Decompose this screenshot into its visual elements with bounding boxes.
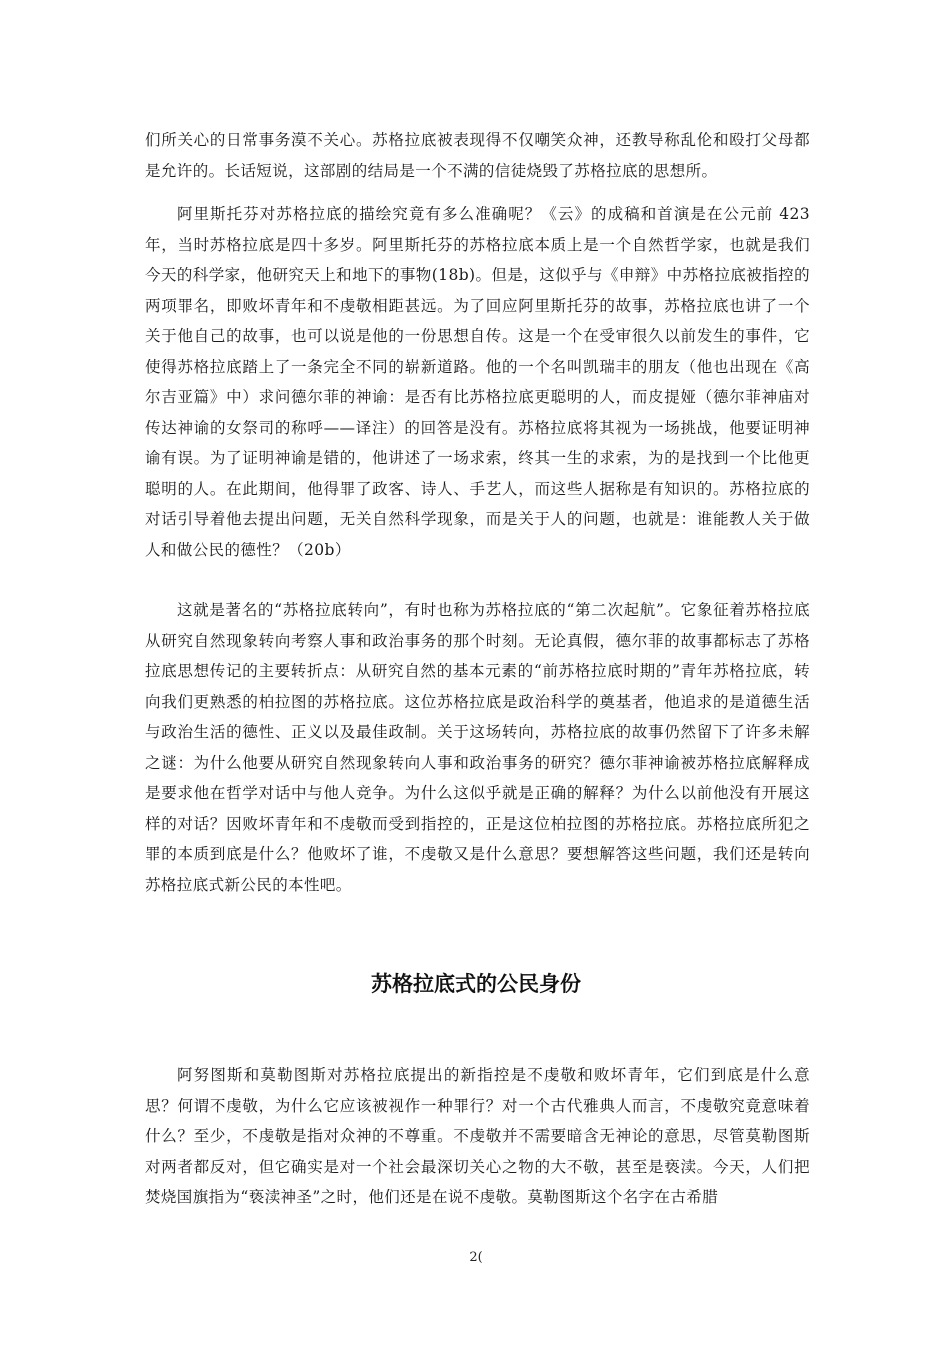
paragraph-1: 们所关心的日常事务漠不关心。苏格拉底被表现得不仅嘲笑众神，还教导称乱伦和殴打父母都是允许的。长话短说，这部剧的结局是一个不满的信徒烧毁了苏格拉底的思想所。 [145, 131, 810, 180]
section-heading: 苏格拉底式的公民身份 [371, 972, 581, 996]
paragraph-3: 这就是著名的“苏格拉底转向”，有时也称为苏格拉底的“第二次起航”。它象征着苏格拉底从研究自然现象转向考察人事和政治事务的那个时刻。无论真假，德尔菲的故事都标志了苏格拉底思想传记的主要转折点：从研究自然的基本元素的“前苏格拉底时期的”青年苏格拉底，转向我们更熟悉的柏拉图的苏格拉底。这位苏格拉底是政治科学的奠基者，他追求的是道德生活与政治生活的德性、正义以及最佳政制。关于这场转向，苏格拉底的故事仍然留下了许多未解之谜：为什么他要从研究自然现象转向人事和政治事务的研究？德尔菲神谕被苏格拉底解释成是要求他在哲学对话中与他人竞争。为什么这似乎就是正确的解释？为什么以前他没有开展这样的对话？因败坏青年和不虔敬而受到指控的，正是这位柏拉图的苏格拉底。苏格拉底所犯之罪的本质到底是什么？他败坏了谁，不虔敬又是什么意思？要想解答这些问题，我们还是转向苏格拉底式新公民的本性吧。 [145, 601, 810, 894]
paragraph-4: 阿努图斯和莫勒图斯对苏格拉底提出的新指控是不虔敬和败坏青年，它们到底是什么意思？何谓不虔敬，为什么它应该被视作一种罪行？对一个古代雅典人而言，不虔敬究竟意味着什么？至少，不虔敬是指对众神的不尊重。不虔敬并不需要暗含无神论的意思，尽管莫勒图斯对两者都反对，但它确实是对一个社会最深切关心之物的大不敬，甚至是亵渎。今天，人们把焚烧国旗指为“亵渎神圣”之时，他们还是在说不虔敬。莫勒图斯这个名字在古希腊 [145, 1066, 810, 1206]
page-number: 2( [469, 1250, 483, 1265]
paragraph-2: 阿里斯托芬对苏格拉底的描绘究竟有多么准确呢？《云》的成稿和首演是在公元前 423 年，当时苏格拉底是四十多岁。阿里斯托芬的苏格拉底本质上是一个自然哲学家，也就是我们今天的科学家，他研究天上和地下的事物(18b)。但是，这似乎与《申辩》中苏格拉底被指控的两项罪名，即败坏青年和不虔敬相距甚远。为了回应阿里斯托芬的故事，苏格拉底也讲了一个关于他自己的故事，也可以说是他的一份思想自传。这是一个在受审很久以前发生的事件，它使得苏格拉底踏上了一条完全不同的崭新道路。他的一个名叫凯瑞丰的朋友（他也出现在《高尔吉亚篇》中）求问德尔菲的神谕：是否有比苏格拉底更聪明的人，而皮提娅（德尔菲神庙对传达神谕的女祭司的称呼——译注）的回答是没有。苏格拉底将其视为一场挑战，他要证明神谕有误。为了证明神谕是错的，他讲述了一场求索，终其一生的求索，为的是找到一个比他更聪明的人。在此期间，他得罪了政客、诗人、手艺人，而这些人据称是有知识的。苏格拉底的对话引导着他去提出问题，无关自然科学现象，而是关于人的问题，也就是：谁能教人关于做人和做公民的德性？（20b） [145, 205, 810, 559]
